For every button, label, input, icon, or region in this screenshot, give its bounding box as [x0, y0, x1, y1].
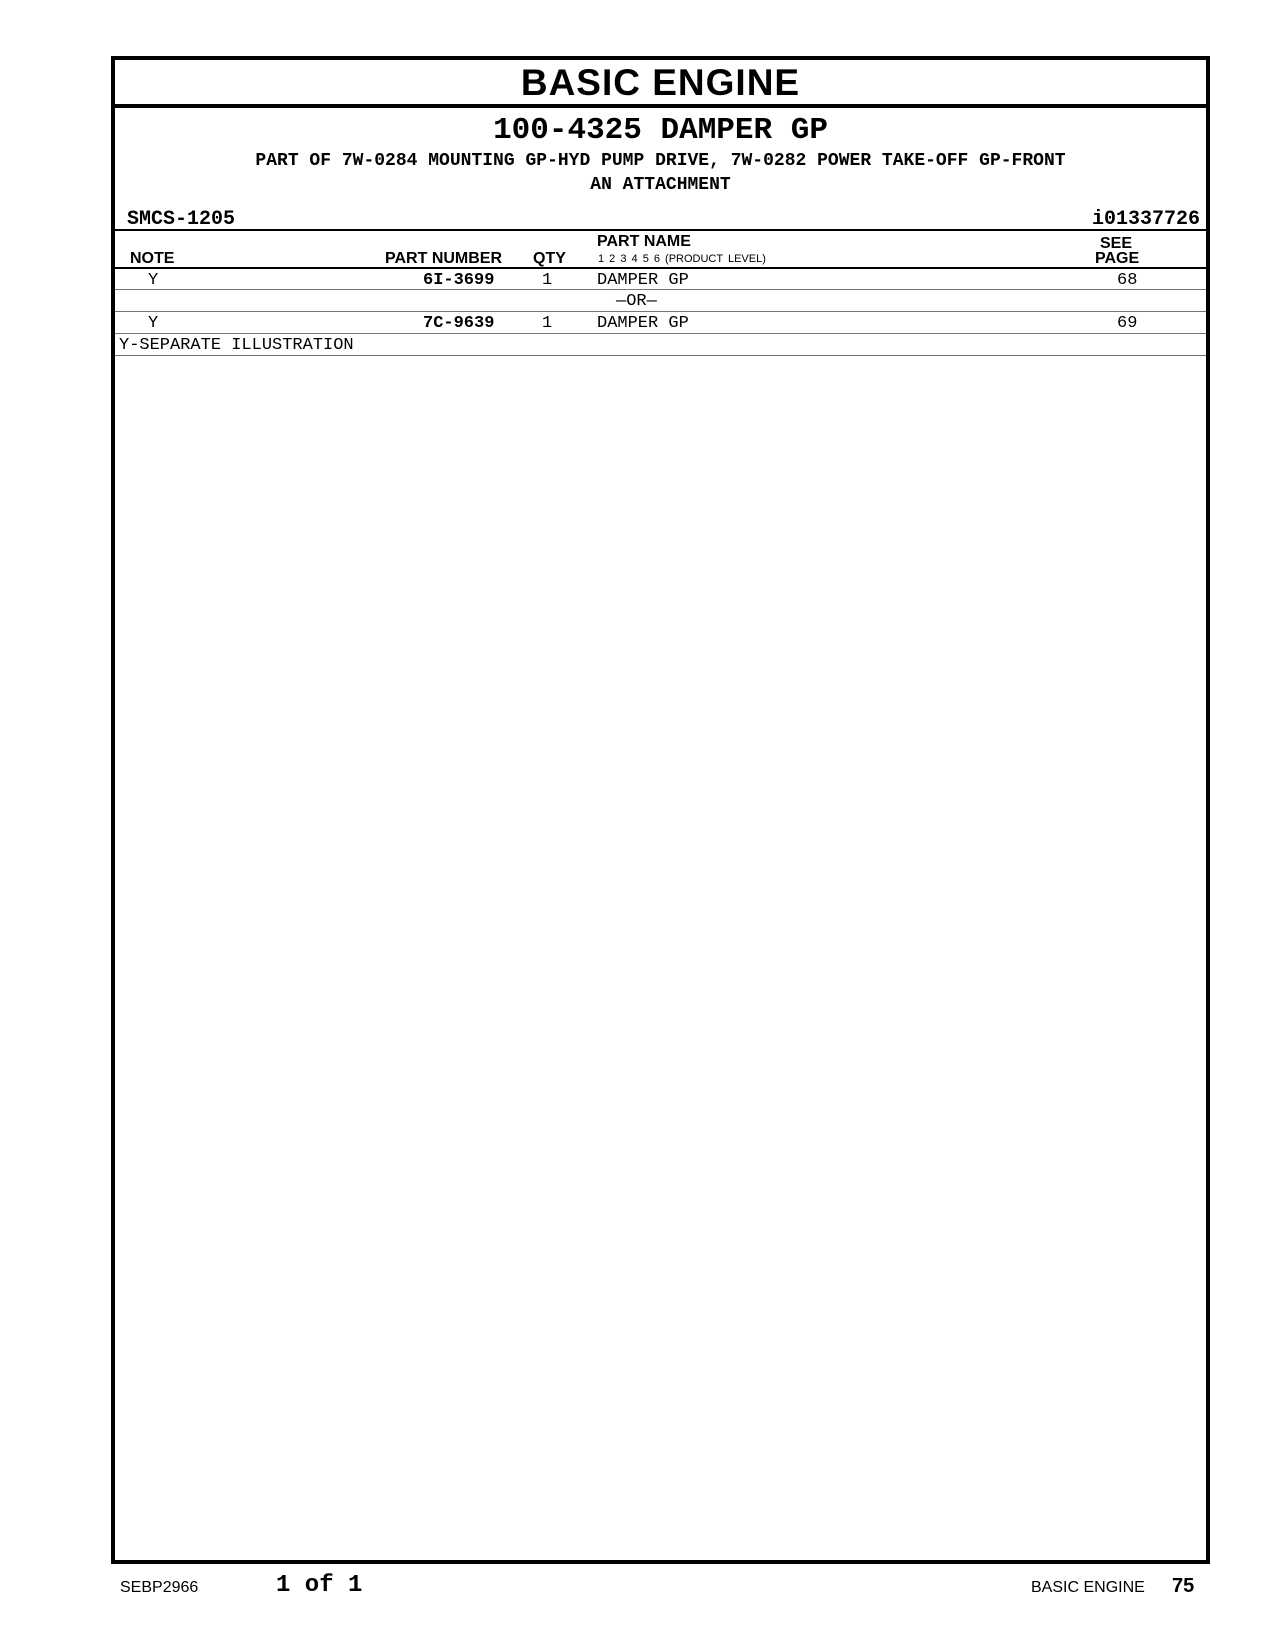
col-header-part-name: PART NAME — [597, 233, 691, 250]
row-2-part-number[interactable]: 7C-9639 — [423, 314, 495, 333]
subtitle-line-2: AN ATTACHMENT — [590, 175, 731, 195]
footnote-rule — [115, 355, 1206, 356]
parts-page-frame — [111, 56, 1210, 1564]
col-header-page: PAGE — [1095, 250, 1140, 267]
smcs-code: SMCS-1205 — [127, 208, 236, 231]
row-2-part-name: DAMPER GP — [597, 314, 689, 333]
or-separator: —OR— — [616, 292, 657, 311]
row-2-note: Y — [148, 314, 159, 333]
footer-doc-id: SEBP2966 — [120, 1579, 199, 1596]
product-levels: 1 2 3 4 5 6 (PRODUCT LEVEL) — [598, 253, 766, 265]
col-header-note: NOTE — [130, 250, 175, 267]
row-2-qty: 1 — [542, 314, 553, 333]
footer-page-number: 75 — [1172, 1575, 1195, 1597]
col-header-qty: QTY — [533, 250, 566, 267]
footnote: Y-SEPARATE ILLUSTRATION — [119, 336, 354, 355]
header-bottom-rule — [115, 267, 1206, 269]
row-divider — [115, 289, 1206, 290]
row-1-part-name: DAMPER GP — [597, 271, 689, 290]
footer-page-of: 1 of 1 — [276, 1572, 363, 1599]
row-1-see-page[interactable]: 68 — [1117, 271, 1138, 290]
row-divider — [115, 333, 1206, 334]
section-title: BASIC ENGINE — [115, 60, 1206, 108]
subtitle-line-1: PART OF 7W-0284 MOUNTING GP-HYD PUMP DRIVE, 7W-0282 POWER TAKE-OFF GP-FRONT — [255, 151, 1066, 171]
group-title: 100-4325 DAMPER GP — [493, 113, 828, 148]
illustration-id: i01337726 — [1091, 208, 1200, 231]
footer-section: BASIC ENGINE — [1031, 1579, 1145, 1596]
row-divider — [115, 311, 1206, 312]
header-top-rule — [115, 229, 1206, 231]
row-2-see-page[interactable]: 69 — [1117, 314, 1138, 333]
row-1-part-number[interactable]: 6I-3699 — [423, 271, 495, 290]
row-1-qty: 1 — [542, 271, 553, 290]
col-header-part-number: PART NUMBER — [385, 250, 503, 267]
row-1-note: Y — [148, 271, 159, 290]
col-header-see: SEE — [1100, 235, 1133, 252]
